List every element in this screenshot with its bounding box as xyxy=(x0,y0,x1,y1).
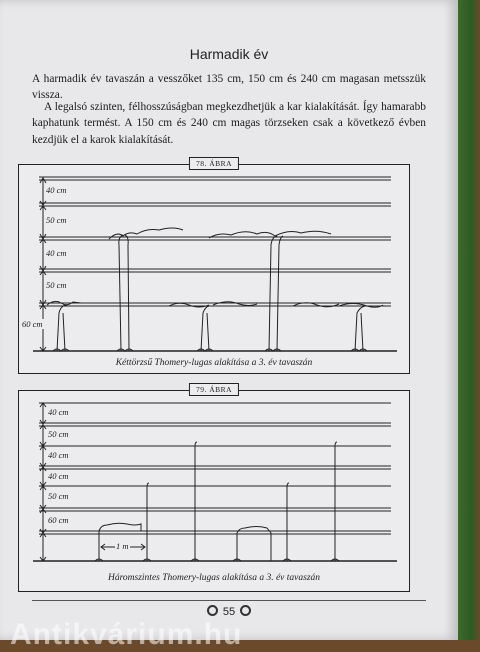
figure-79-label: 79. ÁBRA xyxy=(189,383,239,396)
section-heading: Harmadik év xyxy=(189,46,269,62)
fig78-dim-3: 40 cm xyxy=(46,248,67,258)
figure-79 xyxy=(18,385,410,592)
fig78-dim-5: 60 cm xyxy=(22,319,43,329)
page-number: 55 xyxy=(222,606,236,618)
paragraph-1: A harmadik év tavaszán a vesszőket 135 cm, 150 cm és 240 cm magasan metsszük vissza. xyxy=(32,73,426,102)
figure-78 xyxy=(18,159,410,374)
gear-ornament-icon xyxy=(207,605,218,616)
figure-78-drawing xyxy=(19,165,409,373)
fig79-spacing-label: 1 m xyxy=(116,541,129,551)
fig79-dim-6: 60 cm xyxy=(48,515,69,525)
fig79-dim-4: 40 cm xyxy=(48,471,69,481)
page-footer xyxy=(0,605,458,618)
figure-79-drawing xyxy=(19,391,409,591)
fig79-dim-3: 40 cm xyxy=(48,450,69,460)
figure-78-caption: Kéttörzsű Thomery-lugas alakítása a 3. év tavaszán xyxy=(115,358,313,368)
fig78-dim-2: 50 cm xyxy=(46,215,67,225)
fig79-dim-2: 50 cm xyxy=(48,429,69,439)
footer-rule xyxy=(32,600,426,601)
fig78-dim-4: 50 cm xyxy=(46,280,67,290)
gear-ornament-icon xyxy=(240,605,251,616)
paragraph-2: A legalsó szinten, félhosszúságban megkezdhetjük a kar kialakítását. Így hamarabb kaphatunk termést. A 150 cm és 240 cm magas törzseken csak a következő évben kezdjük el a karok kialakítását. xyxy=(32,101,426,146)
fig79-dim-5: 50 cm xyxy=(48,491,69,501)
figure-78-label: 78. ÁBRA xyxy=(189,157,239,170)
watermark-text: Antikvárium.hu xyxy=(10,618,243,651)
figure-79-caption: Háromszintes Thomery-lugas alakítása a 3. év tavaszán xyxy=(107,573,321,583)
fig78-dim-1: 40 cm xyxy=(46,185,67,195)
fig79-dim-1: 40 cm xyxy=(48,407,69,417)
book-edge-strip xyxy=(458,0,480,640)
